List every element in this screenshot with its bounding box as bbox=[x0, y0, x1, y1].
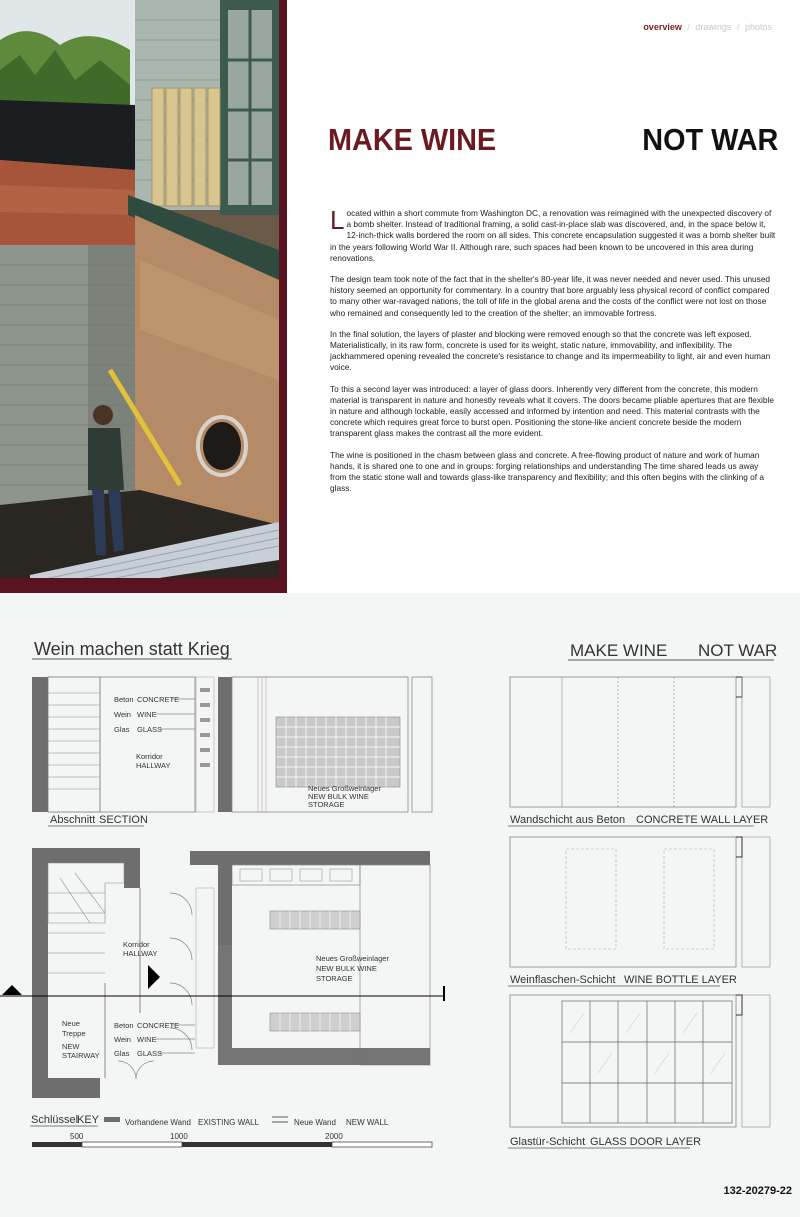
page-nav bbox=[643, 22, 772, 32]
nav-drawings[interactable]: drawings bbox=[695, 22, 732, 32]
treppe-en-2: STAIRWAY bbox=[62, 1051, 100, 1060]
title-not-war: NOT WAR bbox=[641, 122, 778, 157]
existing-wall-swatch bbox=[104, 1117, 120, 1122]
storage-label-en-2: STORAGE bbox=[308, 800, 345, 809]
nav-separator: / bbox=[687, 22, 690, 32]
section-label-en: SECTION bbox=[99, 814, 148, 826]
plan-storage-en-2: STORAGE bbox=[316, 974, 353, 983]
key-label-en: KEY bbox=[77, 1114, 100, 1126]
scale-1000: 1000 bbox=[170, 1132, 188, 1141]
article-body bbox=[330, 205, 777, 504]
legend-key bbox=[30, 1114, 432, 1147]
korridor-label-en: HALLWAY bbox=[136, 761, 171, 770]
korridor-label-de: Korridor bbox=[136, 752, 163, 761]
nav-overview[interactable]: overview bbox=[643, 22, 682, 32]
scale-500: 500 bbox=[70, 1132, 84, 1141]
nav-separator: / bbox=[736, 22, 740, 32]
drawing-title-en-1: MAKE WINE bbox=[570, 641, 668, 660]
plan-korridor-en: HALLWAY bbox=[123, 949, 158, 958]
beton-label-de: Beton bbox=[114, 695, 134, 704]
storage-label-en-1: NEW BULK WINE bbox=[308, 792, 369, 801]
paragraph-4: To this a second layer was introduced: a layer of glass doors. Inherently very different from the concrete, this modern material is transparent in nature and honestly reveals what it covers. The doors became pliable apertures that are flexible in nature and although lockable, easily accessed and informed by intention and need. This material contrasts with the concrete which requires great force to burst open. Positioning the stone-like ancient concrete beside the modern transparent glass makes the contrast all the more evident. bbox=[330, 383, 774, 439]
storage-label-de: Neues Großweinlager bbox=[308, 784, 381, 793]
layer1-label-de: Wandschicht aus Beton bbox=[510, 814, 626, 826]
paragraph-1-text: ocated within a short commute from Washington DC, a renovation was reimagined with the unexpected discovery of a bomb shelter. Instead of traditional framing, a solid cast-in-place slab was discovered, and, in the space below it, 12-inch-thick walls bordered the room on all sides. This concrete encapsulation suggested it was a bomb shelter built in the years following World War II. Although rare, such spaces had been known to be uncovered in this area during renovations. bbox=[330, 208, 776, 263]
title-make-wine: MAKE WINE bbox=[328, 122, 497, 157]
new-wall-en: NEW WALL bbox=[346, 1118, 389, 1127]
wein-label-en: WINE bbox=[137, 710, 157, 719]
section-drawing bbox=[32, 677, 432, 826]
plan-glas-de: Glas bbox=[114, 1049, 130, 1058]
photo-frame-bar bbox=[279, 0, 287, 593]
concrete-wall-layer bbox=[508, 677, 770, 826]
layer1-label-en: CONCRETE WALL LAYER bbox=[636, 814, 769, 826]
treppe-de-1: Neue bbox=[62, 1019, 80, 1028]
site-photo bbox=[0, 0, 279, 593]
beton-label-en: CONCRETE bbox=[137, 695, 180, 704]
plan-beton-en: CONCRETE bbox=[137, 1021, 180, 1030]
layer2-label-en: WINE BOTTLE LAYER bbox=[624, 974, 737, 986]
paragraph-3: In the final solution, the layers of plaster and blocking were removed enough so that the concrete was left exposed. Materialistically, in its raw form, concrete is used for its weight, static nature, immovability, and inflexibility. The jackhammered opening revealed the concrete's resistance to change and its impermeability to light, air and even human voice. bbox=[330, 328, 771, 373]
plan-wein-en: WINE bbox=[137, 1035, 157, 1044]
treppe-de-2: Treppe bbox=[62, 1029, 86, 1038]
project-header-panel bbox=[0, 0, 800, 593]
new-wall-de: Neue Wand bbox=[294, 1118, 336, 1127]
paragraph-2: The design team took note of the fact that in the shelter's 80-year life, it was never needed and never used. This unused history seemed an opportunity for commentary. In a country that bore arguably less physical record of conflict compared to many other war-ravaged nations, the toll of life in the global arena and the costs of the conflict were not lost on those who remained and consequently led to the creation of the shelter; an immovable fortress. bbox=[330, 274, 771, 318]
layer2-label-de: Weinflaschen-Schicht bbox=[510, 974, 616, 986]
plan-glas-en: GLASS bbox=[137, 1049, 163, 1058]
scale-2000: 2000 bbox=[325, 1132, 343, 1141]
layer3-label-de: Glastür-Schicht bbox=[510, 1136, 586, 1148]
new-wall-swatch bbox=[272, 1117, 288, 1122]
drop-cap: L bbox=[330, 205, 345, 235]
nav-photos[interactable]: photos bbox=[744, 22, 772, 32]
plan-storage-en-1: NEW BULK WINE bbox=[316, 964, 377, 973]
drawing-title-en-2: NOT WAR bbox=[698, 641, 778, 660]
scale-bar bbox=[32, 1142, 432, 1147]
plan-wein-de: Wein bbox=[114, 1035, 131, 1044]
treppe-en-1: NEW bbox=[62, 1042, 80, 1051]
drawing-title-de: Wein machen statt Krieg bbox=[34, 639, 230, 659]
existing-wall-en: EXISTING WALL bbox=[198, 1118, 260, 1127]
project-code: 132-20279-22 bbox=[723, 1185, 792, 1197]
section-label-de: Abschnitt bbox=[50, 814, 96, 826]
existing-wall-de: Vorhandene Wand bbox=[125, 1118, 191, 1127]
photo-bottom-bar bbox=[0, 578, 287, 593]
glas-label-en: GLASS bbox=[137, 725, 163, 734]
layer3-label-en: GLASS DOOR LAYER bbox=[590, 1136, 702, 1148]
drawings-panel bbox=[0, 593, 800, 1217]
wein-label-de: Wein bbox=[114, 710, 131, 719]
plan-korridor-de: Korridor bbox=[123, 940, 150, 949]
glas-label-de: Glas bbox=[114, 725, 130, 734]
key-label-de: Schlüssel bbox=[31, 1114, 79, 1126]
paragraph-5: The wine is positioned in the chasm between glass and concrete. A free-flowing product of nature and work of human hands, it is shared one to one and in groups: forging relationships and understanding The time shared leads us away from the static stone wall and towards glass-like transparency and flexibility; and this often begins with the clinking of a glass. bbox=[330, 449, 764, 494]
plan-storage-de: Neues Großweinlager bbox=[316, 954, 389, 963]
wine-bottle-layer bbox=[508, 837, 770, 986]
paragraph-1 bbox=[330, 205, 777, 264]
glass-door-layer bbox=[508, 995, 770, 1148]
plan-drawing bbox=[0, 848, 444, 1098]
plan-beton-de: Beton bbox=[114, 1021, 134, 1030]
